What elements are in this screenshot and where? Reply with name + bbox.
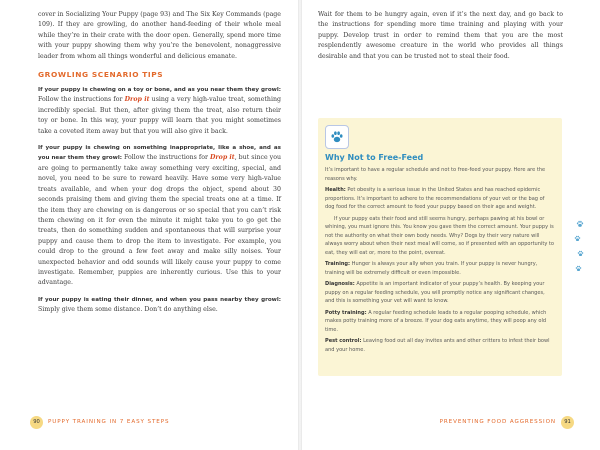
tip-lead: If your puppy is eating their dinner, and when you pass nearby they growl: — [38, 296, 281, 303]
tip-text: using a very high-value treat, something incredibly special. But then, after giving them the treat, also return their toy or bone. In this way, your puppy will learn that you might sometimes take a coveted item away but that you will also give it back. — [38, 96, 281, 135]
drop-it-reference: Drop it — [209, 154, 235, 162]
tip-text: Follow the instructions for — [38, 96, 125, 104]
tip-text: Follow the instructions for — [121, 154, 210, 162]
tip-toy-or-bone — [38, 85, 281, 137]
left-text-column — [38, 10, 281, 322]
sidebar-health — [325, 186, 555, 212]
left-intro-paragraph: cover in Socializing Your Puppy (page 93) and The Six Key Commands (page 109). If they are growling, do another hand-feeding of their whole meal while they’re in their crate with the door open. Generally, spend more time with your puppy showing them why you’re the benevolent, nonaggressive leader from whom all things wonderful and delicious emanate. — [38, 11, 281, 60]
sidebar-diagnosis — [325, 280, 555, 306]
tip-eating-dinner — [38, 295, 281, 316]
sidebar-label: Health: — [325, 187, 346, 193]
right-intro-paragraph: Wait for them to be hungry again, even if it’s the next day, and go back to the instructions for spending more time training and playing with your puppy. Develop trust in order to remind them that you are the most resplendently awesome creature in the world who provides all things desirable and that you can be trusted not to steal their food. — [318, 11, 563, 60]
sidebar-text: Hunger is always your ally when you train. If your puppy is never hungry, training will be extremely difficult or even impossible. — [325, 261, 538, 276]
paw-print-icon — [577, 250, 584, 257]
page-number-badge: 90 — [30, 416, 43, 429]
tip-lead: If your puppy is chewing on something inappropriate, like a shoe, and as you near them they growl: — [38, 145, 281, 162]
paw-print-icon — [325, 125, 349, 149]
page-number-badge: 91 — [561, 416, 574, 429]
sidebar-potty-training — [325, 309, 555, 335]
running-title: PUPPY TRAINING IN 7 EASY STEPS — [48, 419, 170, 425]
growling-tips-heading: GROWLING SCENARIO TIPS — [38, 70, 164, 80]
decorative-paw-trail — [574, 220, 586, 280]
sidebar-training — [325, 260, 555, 277]
paw-print-icon — [576, 220, 584, 228]
sidebar-text: Pet obesity is a serious issue in the United States and has reached epidemic proportions. It’s important to adhere to the recommendations of your vet or the bag of dog food for the correct amount to feed your puppy based on their age and weight. — [325, 187, 545, 210]
paw-print-icon — [574, 235, 581, 242]
sidebar-text: Leaving food out all day invites ants and other critters to infest their bowl and your home. — [325, 338, 550, 353]
paw-print-icon — [575, 265, 582, 272]
left-footer — [30, 416, 169, 428]
sidebar-text: A regular feeding schedule leads to a regular pooping schedule, which makes potty training more of a breeze. If your dog eats anytime, they will poop any old time. — [325, 309, 547, 333]
sidebar-text: Appetite is an important indicator of your puppy’s health. By keeping your puppy on a regular feeding schedule, you will promptly notice any significant changes, and this is something your vet will want to know. — [325, 281, 545, 304]
running-title: PREVENTING FOOD AGGRESSION — [439, 419, 556, 425]
tip-text: , but since you are going to permanently take away something very exciting, special, and novel, you need to be sure to reward heavily. Have some very high-value treats available, and when your dog drops the object, spend about 30 seconds praising them and giving them the special treats one at a time. If the item they are chewing on is dangerous or so special that you can’t risk them chewing on it for even the minute it might take you to go get the treats, then do something sudden and spontaneous that will surprise your puppy and cause them to drop the item to investigate. For example, you could drop to the ground a few feet away and make silly noises. Your unexpected behavior and odd sounds will likely cause your puppy to come investigate. Remember, puppies are inherently curious. Use this to your advantage. — [38, 154, 281, 287]
tip-lead: If your puppy is chewing on a toy or bone, and as you near them they growl: — [38, 87, 281, 94]
drop-it-reference: Drop it — [124, 96, 150, 104]
sidebar-label: Pest control: — [325, 338, 362, 344]
tip-inappropriate-item — [38, 143, 281, 289]
sidebar-pest-control — [325, 337, 555, 354]
sidebar-intro: It’s important to have a regular schedule and not to free-feed your puppy. Here are the reasons why. — [325, 167, 546, 182]
sidebar-label: Potty training: — [325, 309, 367, 316]
sidebar-label: Diagnosis: — [325, 281, 355, 287]
right-text-column — [318, 10, 563, 68]
tip-text: Simply give them some distance. Don’t do anything else. — [38, 306, 218, 314]
sidebar-health-continued: If your puppy eats their food and still seems hungry, perhaps pawing at his bowl or whining, you must ignore this. You know you gave them the correct amount. Your puppy is not the authority on what their own body needs. Why? Dogs by their very nature will always worry about when their next meal will come, so if presented with an opportunity to eat, they will eat or, more to the point, overeat. — [325, 215, 554, 256]
sidebar-label: Training: — [325, 261, 351, 267]
free-feed-sidebar — [318, 118, 562, 376]
sidebar-title: Why Not to Free-Feed — [325, 153, 424, 162]
right-footer — [440, 416, 574, 428]
